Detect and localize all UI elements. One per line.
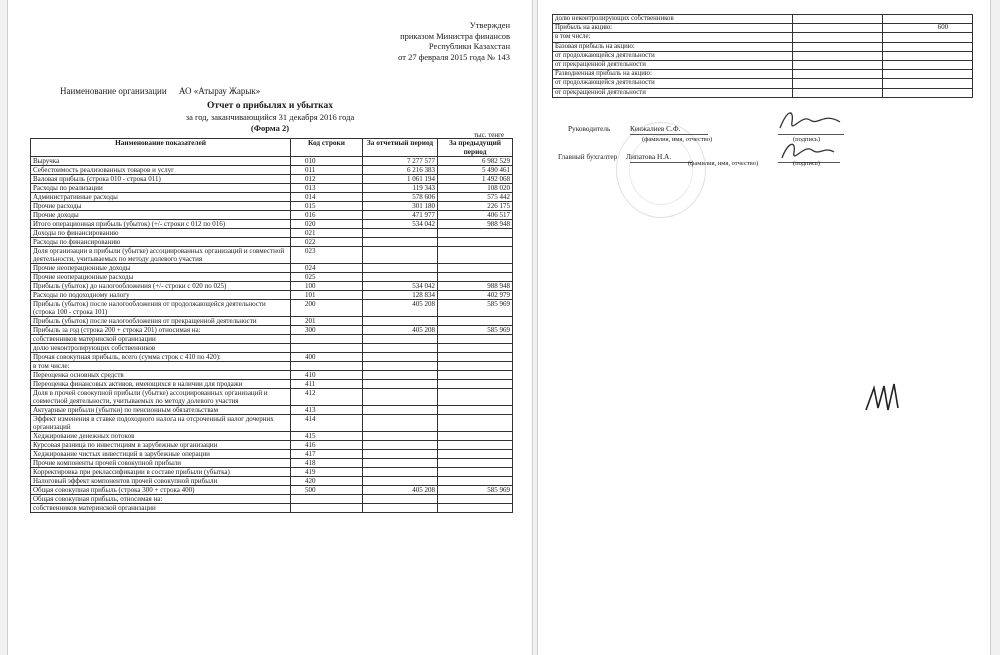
row-previous-cell: 585 969 (438, 486, 513, 495)
report-page-1 (8, 0, 532, 655)
continuation-value-cell (883, 33, 973, 42)
table-row (31, 273, 513, 282)
row-current-cell (363, 238, 438, 247)
continuation-row (553, 61, 973, 70)
table-row (31, 495, 513, 504)
row-current-cell (363, 362, 438, 371)
row-name-cell: собственников материнской организации (31, 504, 291, 513)
row-name-cell: Прибыль (убыток) после налогообложения от продолжающейся деятельности (строка 100 - строка 101) (31, 300, 291, 317)
row-previous-cell: 406 517 (438, 211, 513, 220)
continuation-name-cell: долю неконтролирующих собственников (553, 15, 793, 24)
row-name-cell: Расходы по подоходному налогу (31, 291, 291, 300)
row-name-cell: Доля в прочей совокупной прибыли (убытке) ассоциированных организаций и совместной деятельности, учитываемых по методу долевого участия (31, 389, 291, 406)
table-row (31, 432, 513, 441)
continuation-row (553, 70, 973, 79)
units-label: тыс. тенге (473, 131, 504, 139)
table-row (31, 184, 513, 193)
row-code-cell (291, 362, 363, 371)
row-previous-cell (438, 362, 513, 371)
row-name-cell: Прибыль (убыток) до налогообложения (+/- строки с 020 по 025) (31, 282, 291, 291)
table-row (31, 353, 513, 362)
continuation-row (553, 88, 973, 97)
report-title: Отчет о прибылях и убытках (207, 101, 333, 111)
organization-label: Наименование организации (60, 86, 167, 96)
row-name-cell: Расходы по финансированию (31, 238, 291, 247)
table-row (31, 477, 513, 486)
continuation-code-cell (793, 42, 883, 51)
row-current-cell (363, 432, 438, 441)
row-current-cell: 471 977 (363, 211, 438, 220)
row-name-cell: Расходы по реализации (31, 184, 291, 193)
continuation-name-cell: Базовая прибыль на акцию: (553, 42, 793, 51)
continuation-name-cell: от продолжающейся деятельности (553, 51, 793, 60)
continuation-code-cell (793, 70, 883, 79)
row-name-cell: Общая совокупная прибыль, относимая на: (31, 495, 291, 504)
continuation-table (552, 14, 973, 98)
row-current-cell (363, 468, 438, 477)
row-previous-cell: 226 175 (438, 202, 513, 211)
row-code-cell: 416 (291, 441, 363, 450)
row-name-cell: Прочие доходы (31, 211, 291, 220)
row-code-cell: 500 (291, 486, 363, 495)
row-code-cell: 411 (291, 380, 363, 389)
column-header-name: Наименование показателей (31, 139, 291, 157)
row-current-cell (363, 415, 438, 432)
row-code-cell: 016 (291, 211, 363, 220)
row-current-cell: 7 277 577 (363, 157, 438, 166)
row-current-cell: 534 042 (363, 220, 438, 229)
column-header-previous: За предыдущий период (438, 139, 513, 157)
row-code-cell: 100 (291, 282, 363, 291)
row-code-cell: 200 (291, 300, 363, 317)
row-code-cell: 023 (291, 247, 363, 264)
row-code-cell (291, 504, 363, 513)
continuation-value-cell (883, 61, 973, 70)
row-current-cell (363, 406, 438, 415)
accountant-name-line (630, 162, 692, 163)
accountant-title: Главный бухгалтер (558, 152, 618, 161)
initials-mark (862, 380, 910, 416)
table-row (31, 157, 513, 166)
table-row (31, 504, 513, 513)
row-previous-cell (438, 335, 513, 344)
row-code-cell: 025 (291, 273, 363, 282)
table-row (31, 166, 513, 175)
row-code-cell: 022 (291, 238, 363, 247)
row-name-cell: в том числе: (31, 362, 291, 371)
income-statement-table (30, 138, 513, 513)
row-current-cell (363, 335, 438, 344)
row-code-cell: 024 (291, 264, 363, 273)
row-name-cell: долю неконтролирующих собственников (31, 344, 291, 353)
head-name-caption: (фамилия, имя, отчество) (642, 136, 713, 143)
row-name-cell: Курсовая разница по инвестициям в зарубежные организации (31, 441, 291, 450)
row-previous-cell (438, 264, 513, 273)
accountant-name-caption: (фамилия, имя, отчество) (688, 160, 759, 167)
row-code-cell: 201 (291, 317, 363, 326)
row-previous-cell: 585 969 (438, 326, 513, 335)
accountant-signature (778, 138, 838, 164)
table-row (31, 202, 513, 211)
accountant-sign-caption: (подпись) (793, 160, 820, 167)
report-form: (Форма 2) (250, 123, 290, 133)
row-previous-cell: 108 020 (438, 184, 513, 193)
row-name-cell: Хеджирование денежных потоков (31, 432, 291, 441)
row-name-cell: Себестоимость реализованных товаров и услуг (31, 166, 291, 175)
row-previous-cell (438, 459, 513, 468)
row-code-cell: 020 (291, 220, 363, 229)
row-current-cell: 1 061 194 (363, 175, 438, 184)
row-code-cell: 413 (291, 406, 363, 415)
continuation-row (553, 15, 973, 24)
row-code-cell: 012 (291, 175, 363, 184)
table-row (31, 344, 513, 353)
report-period: за год, заканчивающийся 31 декабря 2016 года (185, 112, 355, 122)
row-previous-cell: 5 490 461 (438, 166, 513, 175)
row-code-cell: 414 (291, 415, 363, 432)
row-previous-cell (438, 317, 513, 326)
row-code-cell: 418 (291, 459, 363, 468)
row-code-cell (291, 495, 363, 504)
row-current-cell (363, 459, 438, 468)
row-code-cell: 410 (291, 371, 363, 380)
row-previous-cell (438, 353, 513, 362)
continuation-name-cell: от продолжающейся деятельности (553, 79, 793, 88)
table-header-row (31, 139, 513, 157)
row-code-cell: 412 (291, 389, 363, 406)
approval-note: Утвержден приказом Министра финансов Республики Казахстан от 27 февраля 2015 года № 143 (398, 20, 510, 62)
organization-name: АО «Атырау Жарык» (178, 86, 261, 96)
row-code-cell: 417 (291, 450, 363, 459)
continuation-value-cell (883, 15, 973, 24)
row-name-cell: Хеджирование чистых инвестиций в зарубежные операции (31, 450, 291, 459)
table-row (31, 193, 513, 202)
row-previous-cell: 575 442 (438, 193, 513, 202)
row-previous-cell (438, 468, 513, 477)
row-current-cell (363, 450, 438, 459)
row-current-cell (363, 380, 438, 389)
row-current-cell: 301 180 (363, 202, 438, 211)
table-row (31, 441, 513, 450)
row-code-cell: 015 (291, 202, 363, 211)
row-code-cell (291, 335, 363, 344)
accountant-name: Липатова Н.А. (626, 152, 672, 161)
row-code-cell: 013 (291, 184, 363, 193)
row-code-cell: 400 (291, 353, 363, 362)
continuation-row (553, 51, 973, 60)
row-name-cell: собственников материнской организации (31, 335, 291, 344)
row-current-cell: 405 208 (363, 326, 438, 335)
row-current-cell (363, 495, 438, 504)
continuation-name-cell: от прекращенной деятельности (553, 61, 793, 70)
row-previous-cell (438, 273, 513, 282)
row-current-cell (363, 504, 438, 513)
row-current-cell: 6 216 383 (363, 166, 438, 175)
column-header-current: За отчетный период (363, 139, 438, 157)
row-current-cell: 578 606 (363, 193, 438, 202)
continuation-value-cell: 600 (883, 24, 973, 33)
table-row (31, 300, 513, 317)
table-row (31, 450, 513, 459)
continuation-value-cell (883, 42, 973, 51)
row-name-cell: Прочие неоперационные доходы (31, 264, 291, 273)
row-previous-cell (438, 441, 513, 450)
row-previous-cell: 988 948 (438, 282, 513, 291)
continuation-value-cell (883, 51, 973, 60)
table-row (31, 175, 513, 184)
continuation-body (553, 15, 973, 98)
continuation-code-cell (793, 88, 883, 97)
row-code-cell: 419 (291, 468, 363, 477)
continuation-value-cell (883, 70, 973, 79)
row-current-cell: 128 834 (363, 291, 438, 300)
row-current-cell (363, 371, 438, 380)
table-row (31, 247, 513, 264)
row-current-cell (363, 229, 438, 238)
table-row (31, 291, 513, 300)
row-previous-cell (438, 247, 513, 264)
table-row (31, 371, 513, 380)
row-current-cell (363, 273, 438, 282)
row-previous-cell (438, 504, 513, 513)
table-row (31, 415, 513, 432)
continuation-code-cell (793, 24, 883, 33)
row-previous-cell (438, 229, 513, 238)
row-name-cell: Прибыль (убыток) после налогообложения от прекращенной деятельности (31, 317, 291, 326)
table-row (31, 459, 513, 468)
row-previous-cell (438, 495, 513, 504)
continuation-code-cell (793, 15, 883, 24)
report-page-2 (538, 0, 990, 655)
row-previous-cell (438, 380, 513, 389)
row-previous-cell (438, 406, 513, 415)
row-previous-cell: 988 948 (438, 220, 513, 229)
table-row (31, 335, 513, 344)
column-header-code: Код строки (291, 139, 363, 157)
continuation-value-cell (883, 88, 973, 97)
continuation-code-cell (793, 79, 883, 88)
continuation-code-cell (793, 51, 883, 60)
row-name-cell: Доходы по финансированию (31, 229, 291, 238)
continuation-value-cell (883, 79, 973, 88)
continuation-row (553, 42, 973, 51)
continuation-code-cell (793, 33, 883, 42)
row-name-cell: Валовая прибыль (строка 010 - строка 011) (31, 175, 291, 184)
row-current-cell (363, 477, 438, 486)
row-previous-cell (438, 389, 513, 406)
row-code-cell: 021 (291, 229, 363, 238)
row-current-cell (363, 441, 438, 450)
continuation-name-cell: от прекращенной деятельности (553, 88, 793, 97)
row-previous-cell: 1 492 068 (438, 175, 513, 184)
row-current-cell: 534 042 (363, 282, 438, 291)
row-code-cell: 300 (291, 326, 363, 335)
row-previous-cell (438, 477, 513, 486)
head-title: Руководитель (568, 124, 611, 133)
row-code-cell: 415 (291, 432, 363, 441)
row-code-cell: 014 (291, 193, 363, 202)
row-previous-cell (438, 371, 513, 380)
row-name-cell: Прочие компоненты прочей совокупной прибыли (31, 459, 291, 468)
row-name-cell: Доля организации в прибыли (убытке) ассоциированных организаций и совместной деятельности, учитываемых по методу долевого участия (31, 247, 291, 264)
table-row (31, 468, 513, 477)
row-previous-cell (438, 415, 513, 432)
row-previous-cell (438, 450, 513, 459)
table-row (31, 211, 513, 220)
continuation-name-cell: Разводненная прибыль на акцию: (553, 70, 793, 79)
row-current-cell (363, 264, 438, 273)
head-sign-caption: (подпись) (793, 136, 820, 143)
table-row (31, 264, 513, 273)
row-name-cell: Актуарные прибыли (убытки) по пенсионным обязательствам (31, 406, 291, 415)
row-name-cell: Налоговый эффект компонентов прочей совокупной прибыли (31, 477, 291, 486)
head-signature-line (568, 124, 681, 133)
row-current-cell (363, 353, 438, 362)
row-current-cell (363, 389, 438, 406)
table-row (31, 389, 513, 406)
table-row (31, 486, 513, 495)
row-previous-cell: 6 982 529 (438, 157, 513, 166)
row-previous-cell (438, 238, 513, 247)
continuation-row (553, 79, 973, 88)
table-row (31, 380, 513, 389)
table-row (31, 238, 513, 247)
row-previous-cell (438, 432, 513, 441)
head-name: Кенжалиев С.Ф. (630, 124, 681, 133)
row-name-cell: Эффект изменения в ставке подоходного налога на отсроченный налог дочерних организаций (31, 415, 291, 432)
table-row (31, 362, 513, 371)
continuation-row (553, 33, 973, 42)
row-current-cell: 119 343 (363, 184, 438, 193)
row-name-cell: Общая совокупная прибыль (строка 300 + строка 400) (31, 486, 291, 495)
head-signature (774, 106, 846, 136)
row-name-cell: Прибыль за год (строка 200 + строка 201) относимая на: (31, 326, 291, 335)
continuation-row (553, 24, 973, 33)
row-previous-cell (438, 344, 513, 353)
row-name-cell: Переоценка основных средств (31, 371, 291, 380)
row-previous-cell: 402 979 (438, 291, 513, 300)
row-current-cell (363, 317, 438, 326)
continuation-name-cell: в том числе: (553, 33, 793, 42)
table-row (31, 282, 513, 291)
continuation-name-cell: Прибыль на акцию: (553, 24, 793, 33)
table-row (31, 317, 513, 326)
row-current-cell: 405 208 (363, 300, 438, 317)
row-name-cell: Выручка (31, 157, 291, 166)
row-name-cell: Прочие неоперационные расходы (31, 273, 291, 282)
row-name-cell: Переоценка финансовых активов, имеющихся в наличии для продажи (31, 380, 291, 389)
row-name-cell: Административные расходы (31, 193, 291, 202)
row-code-cell: 010 (291, 157, 363, 166)
row-name-cell: Итого операционная прибыль (убыток) (+/- строки с 012 по 016) (31, 220, 291, 229)
table-body (31, 157, 513, 513)
organization-line (60, 86, 260, 96)
row-name-cell: Прочие расходы (31, 202, 291, 211)
row-current-cell (363, 344, 438, 353)
row-code-cell: 011 (291, 166, 363, 175)
table-row (31, 229, 513, 238)
table-row (31, 406, 513, 415)
row-code-cell: 420 (291, 477, 363, 486)
row-code-cell (291, 344, 363, 353)
continuation-code-cell (793, 61, 883, 70)
row-code-cell: 101 (291, 291, 363, 300)
table-row (31, 326, 513, 335)
head-name-line (630, 134, 708, 135)
row-current-cell (363, 247, 438, 264)
row-name-cell: Прочая совокупная прибыль, всего (сумма строк с 410 по 420): (31, 353, 291, 362)
row-name-cell: Корректировка при реклассификации в составе прибыли (убытка) (31, 468, 291, 477)
row-previous-cell: 585 969 (438, 300, 513, 317)
table-row (31, 220, 513, 229)
accountant-signature-line (558, 152, 672, 161)
row-current-cell: 405 208 (363, 486, 438, 495)
